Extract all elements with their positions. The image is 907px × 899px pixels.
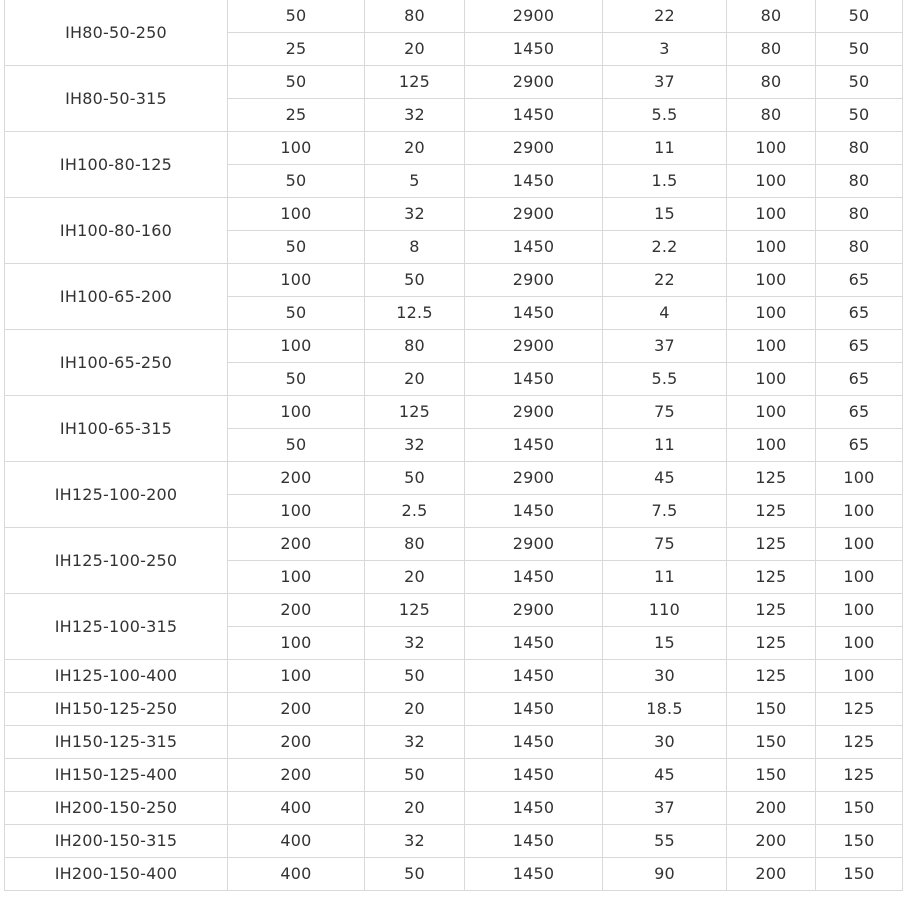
model-cell: IH80-50-315 (5, 66, 228, 132)
flow-cell: 200 (228, 594, 365, 627)
outlet-cell: 50 (816, 99, 903, 132)
head-cell: 125 (365, 396, 465, 429)
table-row (5, 198, 903, 231)
flow-cell: 400 (228, 825, 365, 858)
speed-cell: 1450 (465, 429, 603, 462)
power-cell: 45 (603, 462, 727, 495)
outlet-cell: 125 (816, 693, 903, 726)
outlet-cell: 100 (816, 561, 903, 594)
power-cell: 37 (603, 66, 727, 99)
inlet-cell: 100 (727, 429, 816, 462)
inlet-cell: 125 (727, 660, 816, 693)
speed-cell: 2900 (465, 198, 603, 231)
table-row (5, 825, 903, 858)
table-row (5, 759, 903, 792)
speed-cell: 1450 (465, 792, 603, 825)
inlet-cell: 200 (727, 858, 816, 891)
model-cell: IH125-100-400 (5, 660, 228, 693)
power-cell: 37 (603, 330, 727, 363)
inlet-cell: 100 (727, 330, 816, 363)
flow-cell: 25 (228, 33, 365, 66)
model-cell: IH100-65-200 (5, 264, 228, 330)
outlet-cell: 65 (816, 297, 903, 330)
outlet-cell: 125 (816, 726, 903, 759)
flow-cell: 50 (228, 0, 365, 33)
inlet-cell: 150 (727, 693, 816, 726)
inlet-cell: 80 (727, 99, 816, 132)
flow-cell: 50 (228, 297, 365, 330)
power-cell: 5.5 (603, 363, 727, 396)
speed-cell: 2900 (465, 330, 603, 363)
flow-cell: 50 (228, 231, 365, 264)
flow-cell: 100 (228, 132, 365, 165)
flow-cell: 400 (228, 858, 365, 891)
model-cell: IH125-100-200 (5, 462, 228, 528)
inlet-cell: 100 (727, 396, 816, 429)
power-cell: 11 (603, 561, 727, 594)
pump-spec-table (4, 0, 903, 891)
inlet-cell: 125 (727, 594, 816, 627)
flow-cell: 100 (228, 396, 365, 429)
outlet-cell: 100 (816, 495, 903, 528)
speed-cell: 1450 (465, 660, 603, 693)
head-cell: 32 (365, 99, 465, 132)
power-cell: 30 (603, 660, 727, 693)
outlet-cell: 150 (816, 825, 903, 858)
flow-cell: 200 (228, 759, 365, 792)
head-cell: 20 (365, 792, 465, 825)
flow-cell: 200 (228, 462, 365, 495)
model-cell: IH125-100-250 (5, 528, 228, 594)
power-cell: 7.5 (603, 495, 727, 528)
head-cell: 50 (365, 462, 465, 495)
head-cell: 32 (365, 198, 465, 231)
head-cell: 5 (365, 165, 465, 198)
flow-cell: 100 (228, 198, 365, 231)
inlet-cell: 125 (727, 627, 816, 660)
table-row (5, 792, 903, 825)
power-cell: 22 (603, 264, 727, 297)
inlet-cell: 150 (727, 726, 816, 759)
inlet-cell: 125 (727, 528, 816, 561)
head-cell: 20 (365, 693, 465, 726)
speed-cell: 1450 (465, 858, 603, 891)
speed-cell: 2900 (465, 264, 603, 297)
power-cell: 22 (603, 0, 727, 33)
head-cell: 32 (365, 726, 465, 759)
speed-cell: 2900 (465, 132, 603, 165)
outlet-cell: 50 (816, 0, 903, 33)
flow-cell: 50 (228, 66, 365, 99)
flow-cell: 100 (228, 561, 365, 594)
inlet-cell: 100 (727, 363, 816, 396)
power-cell: 37 (603, 792, 727, 825)
speed-cell: 1450 (465, 627, 603, 660)
head-cell: 50 (365, 858, 465, 891)
outlet-cell: 125 (816, 759, 903, 792)
power-cell: 75 (603, 528, 727, 561)
table-row (5, 726, 903, 759)
speed-cell: 1450 (465, 561, 603, 594)
table-row (5, 693, 903, 726)
speed-cell: 1450 (465, 165, 603, 198)
flow-cell: 50 (228, 429, 365, 462)
power-cell: 30 (603, 726, 727, 759)
table-row (5, 132, 903, 165)
speed-cell: 2900 (465, 0, 603, 33)
flow-cell: 100 (228, 660, 365, 693)
power-cell: 4 (603, 297, 727, 330)
head-cell: 32 (365, 627, 465, 660)
flow-cell: 100 (228, 495, 365, 528)
model-cell: IH100-65-250 (5, 330, 228, 396)
power-cell: 45 (603, 759, 727, 792)
model-cell: IH150-125-250 (5, 693, 228, 726)
inlet-cell: 100 (727, 132, 816, 165)
head-cell: 20 (365, 561, 465, 594)
head-cell: 50 (365, 759, 465, 792)
flow-cell: 25 (228, 99, 365, 132)
flow-cell: 200 (228, 726, 365, 759)
model-cell: IH80-50-250 (5, 0, 228, 66)
model-cell: IH125-100-315 (5, 594, 228, 660)
head-cell: 8 (365, 231, 465, 264)
speed-cell: 1450 (465, 297, 603, 330)
inlet-cell: 100 (727, 231, 816, 264)
head-cell: 32 (365, 825, 465, 858)
head-cell: 50 (365, 264, 465, 297)
power-cell: 75 (603, 396, 727, 429)
model-cell: IH100-80-125 (5, 132, 228, 198)
table-row (5, 396, 903, 429)
flow-cell: 400 (228, 792, 365, 825)
speed-cell: 1450 (465, 825, 603, 858)
speed-cell: 1450 (465, 33, 603, 66)
model-cell: IH200-150-400 (5, 858, 228, 891)
head-cell: 20 (365, 363, 465, 396)
model-cell: IH200-150-315 (5, 825, 228, 858)
inlet-cell: 200 (727, 825, 816, 858)
power-cell: 15 (603, 198, 727, 231)
power-cell: 18.5 (603, 693, 727, 726)
speed-cell: 1450 (465, 693, 603, 726)
model-cell: IH100-80-160 (5, 198, 228, 264)
power-cell: 1.5 (603, 165, 727, 198)
flow-cell: 100 (228, 264, 365, 297)
inlet-cell: 100 (727, 297, 816, 330)
inlet-cell: 200 (727, 792, 816, 825)
outlet-cell: 100 (816, 462, 903, 495)
inlet-cell: 100 (727, 165, 816, 198)
head-cell: 125 (365, 594, 465, 627)
inlet-cell: 80 (727, 33, 816, 66)
outlet-cell: 65 (816, 363, 903, 396)
speed-cell: 2900 (465, 462, 603, 495)
model-cell: IH100-65-315 (5, 396, 228, 462)
table-row (5, 462, 903, 495)
outlet-cell: 80 (816, 231, 903, 264)
outlet-cell: 50 (816, 33, 903, 66)
head-cell: 80 (365, 330, 465, 363)
outlet-cell: 65 (816, 396, 903, 429)
speed-cell: 1450 (465, 99, 603, 132)
model-cell: IH150-125-400 (5, 759, 228, 792)
speed-cell: 1450 (465, 231, 603, 264)
table-row (5, 660, 903, 693)
model-cell: IH200-150-250 (5, 792, 228, 825)
speed-cell: 2900 (465, 66, 603, 99)
flow-cell: 50 (228, 165, 365, 198)
outlet-cell: 150 (816, 792, 903, 825)
outlet-cell: 100 (816, 528, 903, 561)
power-cell: 110 (603, 594, 727, 627)
table-row (5, 528, 903, 561)
head-cell: 50 (365, 660, 465, 693)
inlet-cell: 100 (727, 198, 816, 231)
flow-cell: 100 (228, 627, 365, 660)
speed-cell: 2900 (465, 396, 603, 429)
head-cell: 12.5 (365, 297, 465, 330)
inlet-cell: 80 (727, 0, 816, 33)
power-cell: 3 (603, 33, 727, 66)
power-cell: 15 (603, 627, 727, 660)
spec-table-body (5, 0, 903, 891)
inlet-cell: 125 (727, 495, 816, 528)
head-cell: 20 (365, 132, 465, 165)
head-cell: 80 (365, 528, 465, 561)
inlet-cell: 150 (727, 759, 816, 792)
outlet-cell: 65 (816, 264, 903, 297)
head-cell: 20 (365, 33, 465, 66)
speed-cell: 1450 (465, 495, 603, 528)
inlet-cell: 100 (727, 264, 816, 297)
power-cell: 55 (603, 825, 727, 858)
speed-cell: 2900 (465, 594, 603, 627)
power-cell: 11 (603, 132, 727, 165)
flow-cell: 200 (228, 693, 365, 726)
speed-cell: 1450 (465, 759, 603, 792)
table-row (5, 330, 903, 363)
inlet-cell: 80 (727, 66, 816, 99)
outlet-cell: 100 (816, 594, 903, 627)
flow-cell: 100 (228, 330, 365, 363)
outlet-cell: 100 (816, 627, 903, 660)
outlet-cell: 80 (816, 165, 903, 198)
power-cell: 90 (603, 858, 727, 891)
table-row (5, 66, 903, 99)
outlet-cell: 65 (816, 330, 903, 363)
inlet-cell: 125 (727, 561, 816, 594)
table-row (5, 264, 903, 297)
speed-cell: 1450 (465, 363, 603, 396)
flow-cell: 200 (228, 528, 365, 561)
table-row (5, 858, 903, 891)
model-cell: IH150-125-315 (5, 726, 228, 759)
speed-cell: 1450 (465, 726, 603, 759)
head-cell: 32 (365, 429, 465, 462)
power-cell: 2.2 (603, 231, 727, 264)
table-row (5, 0, 903, 33)
outlet-cell: 80 (816, 198, 903, 231)
outlet-cell: 65 (816, 429, 903, 462)
power-cell: 11 (603, 429, 727, 462)
speed-cell: 2900 (465, 528, 603, 561)
head-cell: 125 (365, 66, 465, 99)
flow-cell: 50 (228, 363, 365, 396)
head-cell: 80 (365, 0, 465, 33)
head-cell: 2.5 (365, 495, 465, 528)
table-row (5, 594, 903, 627)
outlet-cell: 80 (816, 132, 903, 165)
inlet-cell: 125 (727, 462, 816, 495)
outlet-cell: 100 (816, 660, 903, 693)
outlet-cell: 50 (816, 66, 903, 99)
outlet-cell: 150 (816, 858, 903, 891)
power-cell: 5.5 (603, 99, 727, 132)
